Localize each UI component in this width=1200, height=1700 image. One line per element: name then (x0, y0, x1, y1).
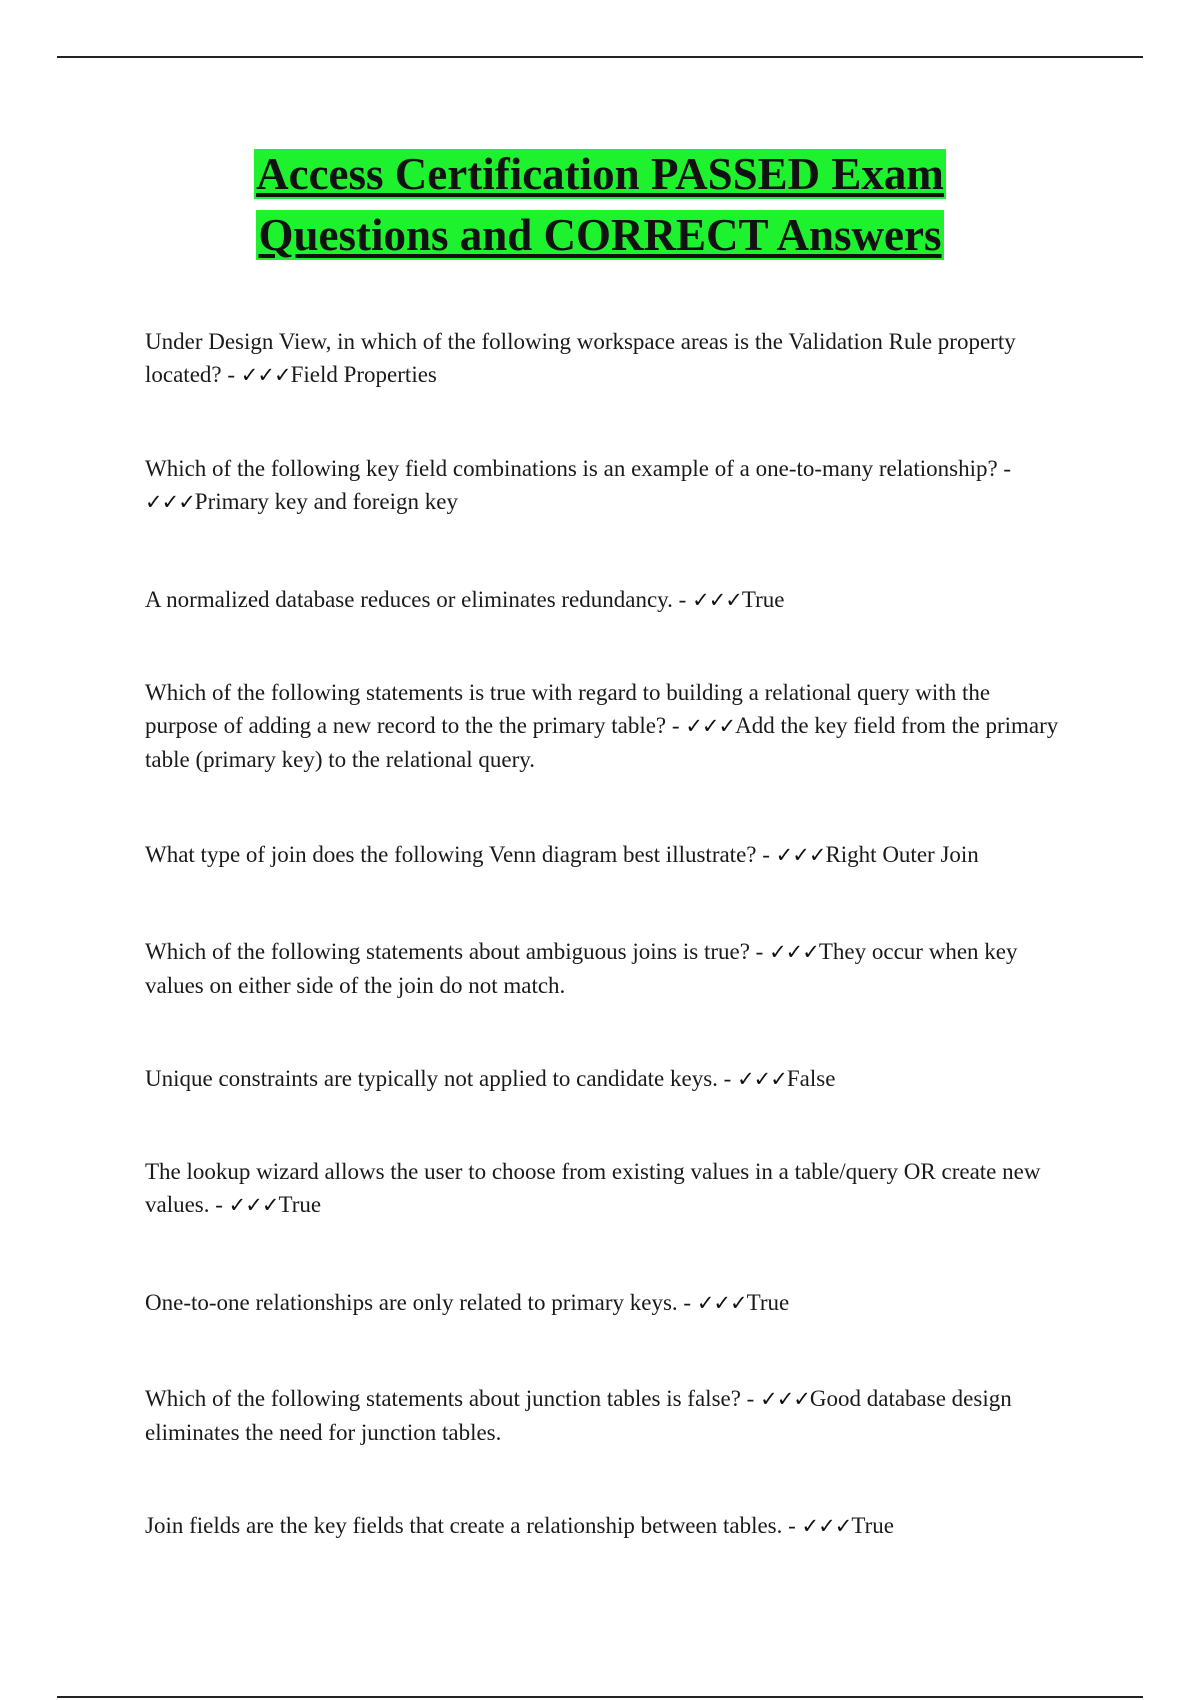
qa-item (145, 1509, 1065, 1543)
title-line-2: Questions and CORRECT Answers (258, 210, 942, 260)
qa-item (145, 1062, 1065, 1096)
top-rule (57, 56, 1143, 58)
qa-item (145, 452, 1065, 519)
answer-text: True (746, 1290, 790, 1315)
qa-item (145, 676, 1065, 776)
answer-text: True (741, 587, 785, 612)
check-marks-icon: ✓✓✓ (737, 1067, 787, 1091)
check-marks-icon: ✓✓✓ (696, 1291, 747, 1315)
check-marks-icon: ✓✓✓ (760, 1387, 810, 1411)
bottom-rule (57, 1696, 1143, 1698)
check-marks-icon: ✓✓✓ (145, 490, 195, 514)
answer-text: Field Properties (290, 362, 437, 387)
check-marks-icon: ✓✓✓ (769, 940, 819, 964)
question-text: Which of the following statements about junction tables is false? - (145, 1386, 761, 1411)
qa-item (145, 325, 1065, 392)
question-text: One-to-one relationships are only related to primary keys. - (145, 1290, 697, 1315)
question-text: A normalized database reduces or eliminates redundancy. - (145, 587, 693, 612)
answer-text: True (278, 1192, 322, 1217)
answer-text: Add the key field from the primary table (primary key) to the relational query. (145, 713, 1059, 772)
qa-item (145, 1382, 1065, 1449)
question-text: Under Design View, in which of the following workspace areas is the Validation Rule property located? - (145, 329, 1016, 387)
question-text: What type of join does the following Venn diagram best illustrate? - (145, 842, 776, 867)
answer-text: True (851, 1513, 894, 1538)
answer-text: They occur when key values on either side of the join do not match. (145, 939, 1018, 998)
qa-item (145, 1286, 1065, 1320)
check-marks-icon: ✓✓✓ (228, 1193, 279, 1217)
answer-text: False (786, 1066, 836, 1091)
check-marks-icon: ✓✓✓ (685, 714, 736, 738)
question-text: Unique constraints are typically not applied to candidate keys. - (145, 1066, 738, 1091)
qa-item (145, 1155, 1065, 1222)
title-line-1: Access Certification PASSED Exam (256, 149, 944, 199)
answer-text: Right Outer Join (825, 842, 979, 867)
check-marks-icon: ✓✓✓ (801, 1514, 852, 1538)
check-marks-icon: ✓✓✓ (240, 363, 291, 387)
question-text: The lookup wizard allows the user to choose from existing values in a table/query OR create new values. - (145, 1159, 1041, 1217)
question-text: Which of the following statements about ambiguous joins is true? - (145, 939, 770, 964)
qa-item (145, 838, 1065, 872)
check-marks-icon: ✓✓✓ (775, 843, 826, 867)
question-text: Which of the following key field combinations is an example of a one-to-many relationship? - (145, 456, 1012, 481)
answer-text: Primary key and foreign key (194, 489, 458, 514)
check-marks-icon: ✓✓✓ (692, 588, 742, 612)
answer-text: Good database design eliminates the need for junction tables. (145, 1386, 1012, 1445)
qa-item (145, 935, 1065, 1002)
question-text: Join fields are the key fields that create a relationship between tables. - (145, 1513, 802, 1538)
qa-item (145, 583, 1065, 617)
document-title (0, 144, 1200, 266)
question-text: Which of the following statements is true with regard to building a relational query with the purpose of adding a new record to the the primary table? - (145, 680, 991, 738)
